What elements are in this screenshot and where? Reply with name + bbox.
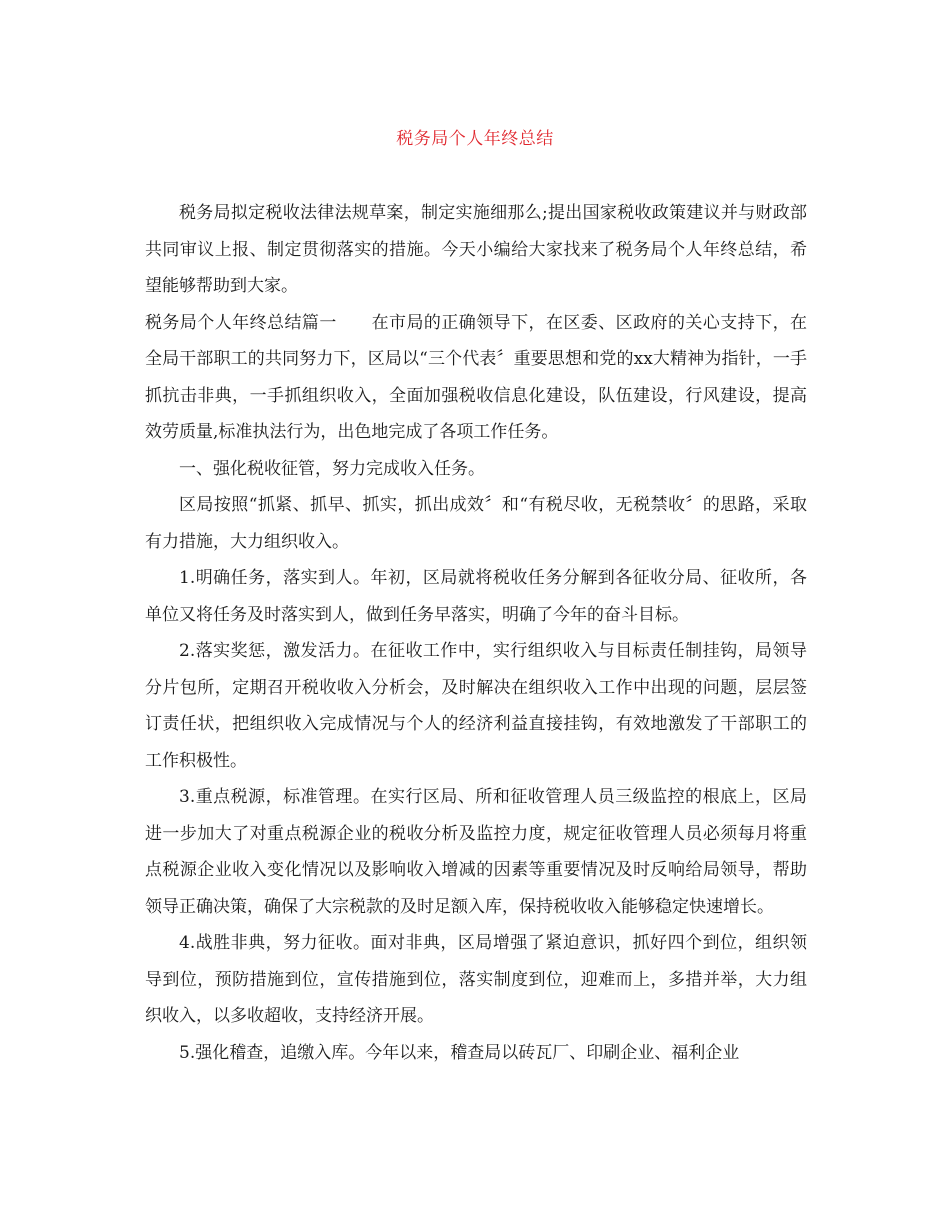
paragraph-item-1: 1.明确任务，落实到人。年初，区局就将税收任务分解到各征收分局、征收所，各单位又将任务及时落实到人，做到任务早落实，明确了今年的奋斗目标。 <box>145 568 807 625</box>
paragraph-approach: 区局按照“抓紧、抓早、抓实，抓出成效〞和“有税尽收，无税禁收〞的思路，采取有力措施，大力组织收入。 <box>145 495 807 552</box>
paragraph-item-4: 4.战胜非典，努力征收。面对非典，区局增强了紧迫意识，抓好四个到位，组织领导到位，预防措施到位，宣传措施到位，落实制度到位，迎难而上，多措并举，大力组织收入，以多收超收，支持经济开展。 <box>145 933 807 1026</box>
paragraph-item-3: 3.重点税源，标准管理。在实行区局、所和征收管理人员三级监控的根底上，区局进一步加大了对重点税源企业的税收分析及监控力度，规定征收管理人员必须每月将重点税源企业收入变化情况以及影响收入增减的因素等重要情况及时反响给局领导，帮助领导正确决策，确保了大宗税款的及时足额入库，保持税收收入能够稳定快速增长。 <box>145 787 807 917</box>
paragraph-intro: 税务局拟定税收法律法规草案，制定实施细那么;提出国家税收政策建议并与财政部共同审议上报、制定贯彻落实的措施。今天小编给大家找来了税务局个人年终总结，希望能够帮助到大家。 <box>145 203 807 296</box>
document-title: 税务局个人年终总结 <box>396 129 554 149</box>
paragraph-heading-one: 一、强化税收征管，努力完成收入任务。 <box>179 458 485 479</box>
document-body <box>145 195 807 1071</box>
paragraph-section-one-opening: 税务局个人年终总结篇一 在市局的正确领导下，在区委、区政府的关心支持下，在全局干部职工的共同努力下，区局以“三个代表〞重要思想和党的xx大精神为指针，一手抓抗击非典，一手抓组织收入，全面加强税收信息化建设，队伍建设，行风建设，提高效劳质量,标准执法行为，出色地完成了各项工作任务。 <box>145 312 807 442</box>
paragraph-item-5: 5.强化稽查，追缴入库。今年以来，稽查局以砖瓦厂、印刷企业、福利企业 <box>179 1042 740 1063</box>
paragraph-item-2: 2.落实奖惩，激发活力。在征收工作中，实行组织收入与目标责任制挂钩，局领导分片包所，定期召开税收收入分析会，及时解决在组织收入工作中出现的问题，层层签订责任状，把组织收入完成情况与个人的经济利益直接挂钩，有效地激发了干部职工的工作积极性。 <box>145 641 807 771</box>
